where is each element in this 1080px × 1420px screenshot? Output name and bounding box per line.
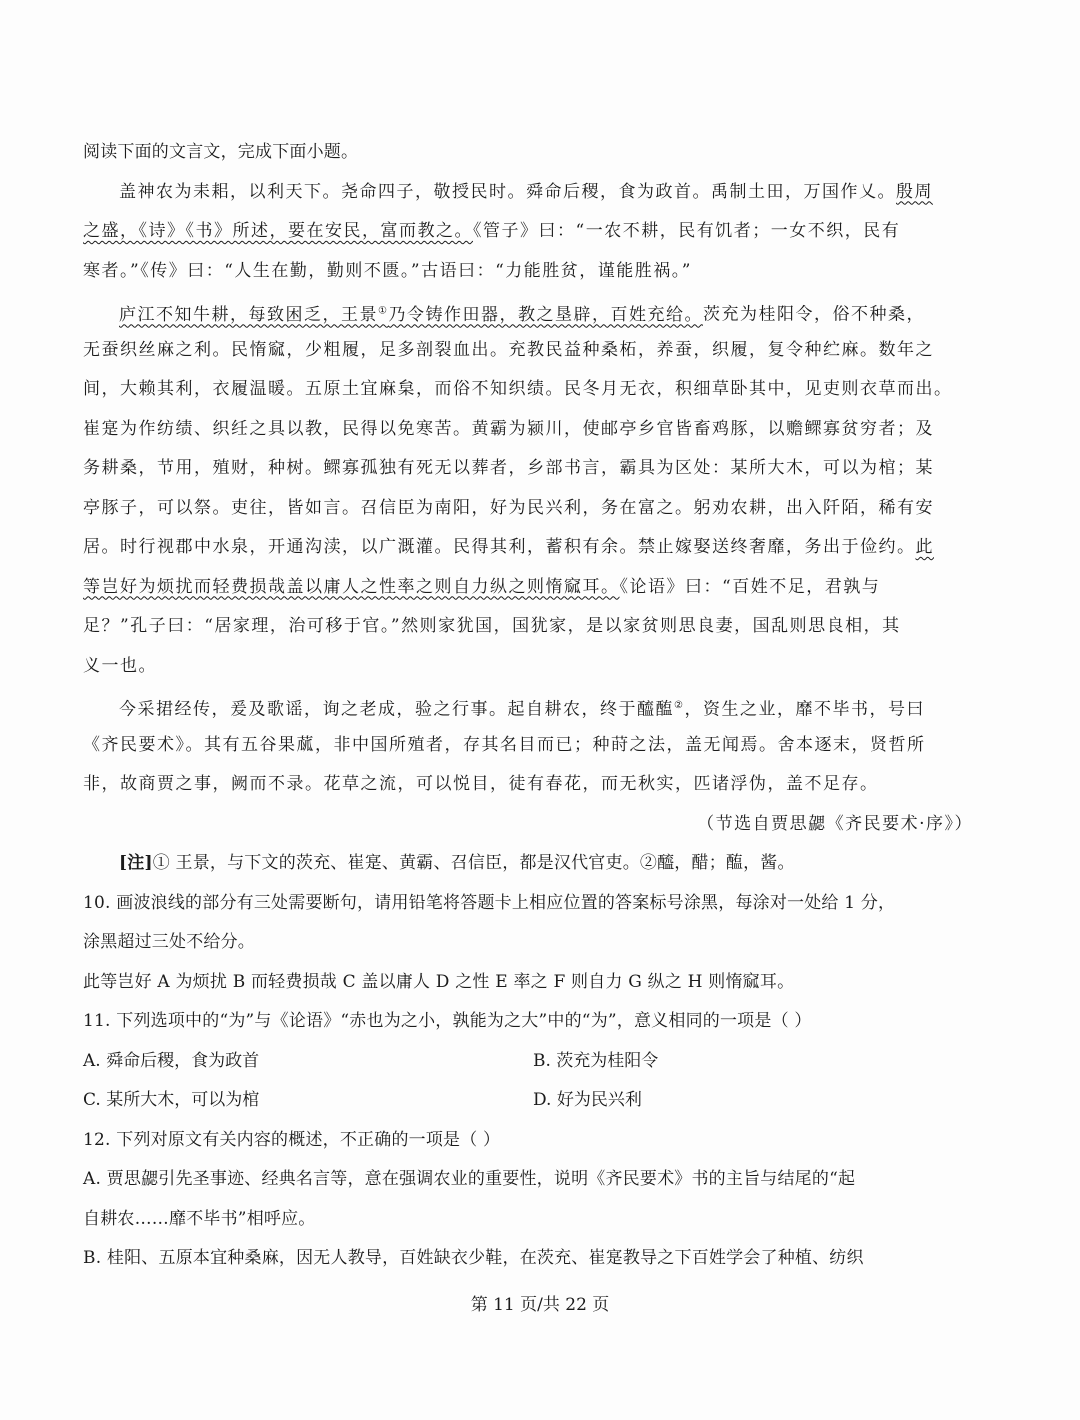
source-citation: （节选自贾思勰《齐民要术·序》） [697, 813, 973, 834]
option-row [83, 1042, 983, 1082]
wavy-underlined-text: 殷周 [896, 181, 933, 202]
passage-line [83, 173, 983, 213]
passage-line: 崔寔为作纺绩、织纴之具以教，民得以免寒苦。黄霸为颍川，使邮亭乡官皆畜鸡豚，以赡鳏寡贫穷者；及 [83, 418, 934, 439]
passage-line [83, 686, 983, 726]
passage-line [83, 291, 983, 331]
passage-line [83, 528, 983, 568]
passage-text: 茨充为桂阳令，俗不种桑， [702, 304, 925, 325]
passage-text: ，资生之业，靡不毕书，号曰 [684, 699, 925, 720]
option-a: A. 贾思勰引先圣事迹、经典名言等，意在强调农业的重要性，说明《齐民要术》书的主旨与结尾的“起 [83, 1169, 856, 1189]
wavy-underlined-text [119, 305, 703, 325]
passage-line [83, 212, 983, 252]
passage-line: 务耕桑，节用，殖财，种树。鳏寡孤独有死无以葬者，乡部书言，霸具为区处：某所大木，可以为棺；某 [83, 458, 934, 478]
passage-line [83, 568, 983, 608]
passage-line: 《齐民要术》。其有五谷果蓏，非中国所殖者，存其名目而已；种莳之法，盖无闻焉。舍本逐末，贤哲所 [83, 734, 926, 755]
wavy-underlined-text: 此 [915, 537, 934, 557]
option-d: D. 好为民兴利 [533, 1090, 642, 1110]
passage-text: 《论语》曰：“百姓不足，君孰与 [619, 576, 881, 597]
option-a: A. 舜命后稷，食为政首 [83, 1050, 260, 1071]
footnote-label: [注] [119, 853, 153, 873]
passage-line: 亭豚子，可以祭。吏往，皆如言。召信臣为南阳，好为民兴利，务在富之。躬劝农耕，出入阡陌，稀有安 [83, 497, 934, 518]
instruction-text: 阅读下面的文言文，完成下面小题。 [83, 142, 359, 162]
question-12 [83, 1121, 983, 1279]
option-b: B. 桂阳、五原本宜种桑麻，因无人教导，百姓缺衣少鞋，在茨充、崔寔教导之下百姓学会了种植、纺织 [83, 1248, 864, 1268]
passage-text: 盖神农为耒耜，以利天下。尧命四子，敬授民时。舜命后稷，食为政首。禹制土田，万国作乂。 [119, 181, 896, 202]
question-stem: 11. 下列选项中的“为”与《论语》“赤也为之小，孰能为之大”中的“为”，意义相同的一项是（ ） [83, 1011, 812, 1031]
question-11 [83, 1002, 983, 1121]
passage-text: 居。时行视郡中水泉，开通沟渎，以广溉灌。民得其利，蓄积有余。禁止嫁娶送终奢靡，务出于俭约。 [83, 537, 916, 557]
passage-text: 庐江不知牛耕，每致困乏，王景 [119, 304, 378, 325]
option-row [83, 1081, 983, 1121]
passage-text: 《管子》曰：“一农不耕，民有饥者；一女不织，民有 [473, 221, 901, 241]
document-content [83, 133, 983, 1279]
passage-line: 义一也。 [83, 655, 157, 676]
passage-line: 寒者。”《传》曰：“人生在勤，勤则不匮。”古语曰：“力能胜贫，谨能胜祸。” [83, 260, 692, 281]
footnote-text: ① 王景，与下文的茨充、崔寔、黄霸、召信臣，都是汉代官吏。②醯，醋；醢，酱。 [152, 853, 795, 873]
wavy-underlined-text: 等岂好为烦扰而轻费损哉盖以庸人之性率之则自力纵之则惰窳耳。 [83, 576, 620, 597]
passage-line: 非，故商贾之事，阙而不录。花草之流，可以悦目，徒有春花，而无秋实，匹诸浮伪，盖不足存。 [83, 774, 879, 794]
passage-line: 间，大赖其利，衣履温暖。五原土宜麻枲，而俗不知织绩。民冬月无衣，积细草卧其中，见吏则衣草而出。 [83, 379, 953, 399]
passage-line: 无蚕织丝麻之利。民惰窳，少粗履，足多剖裂血出。充教民益种桑柘，养蚕，织履，复令种纻麻。数年之 [83, 339, 934, 360]
footnote-marker: ② [674, 700, 685, 711]
footnote-marker: ① [378, 305, 389, 316]
question-stem: 10. 画波浪线的部分有三处需要断句，请用铅笔将答题卡上相应位置的答案标号涂黑，每涂对一处给 1 分， [83, 892, 896, 913]
passage-line: 足？”孔子曰：“居家理，治可移于官。”然则家犹国，国犹家，是以家贫则思良妻，国乱则思良相，其 [83, 616, 901, 636]
classical-passage [83, 173, 983, 845]
option-c: C. 某所大木，可以为棺 [83, 1090, 260, 1110]
passage-text: 今采捃经传，爰及歌谣，询之老成，验之行事。起自耕农，终于醯醢 [119, 699, 674, 720]
question-stem: 涂黑超过三处不给分。 [83, 932, 255, 952]
wavy-underlined-text: 之盛，《诗》《书》所述，要在安民，富而教之。 [83, 221, 473, 241]
question-10 [83, 884, 983, 1003]
footnote [83, 844, 983, 884]
passage-text: 乃令铸作田器，教之垦辟，百姓充给。 [388, 304, 703, 325]
option-a-continued: 自耕农……靡不毕书”相呼应。 [83, 1208, 316, 1229]
option-b: B. 茨充为桂阳令 [533, 1050, 659, 1071]
question-sentence: 此等岂好 A 为烦扰 B 而轻费损哉 C 盖以庸人 D 之性 E 率之 F 则自力 G 纵之 H 则惰窳耳。 [83, 971, 795, 992]
question-stem: 12. 下列对原文有关内容的概述，不正确的一项是（ ） [83, 1129, 501, 1150]
page-number: 第 11 页/共 22 页 [470, 1295, 610, 1315]
